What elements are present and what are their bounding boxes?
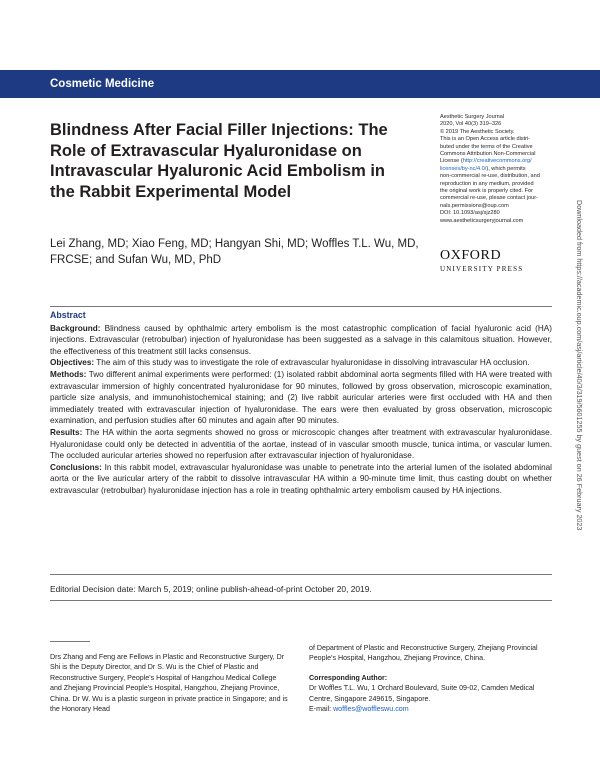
download-note: Downloaded from https://academic.oup.com/asj/article/40/3/319/5601255 by guest on 26 February 2023 xyxy=(575,200,584,531)
author-line: FRCSE; and Sufan Wu, MD, PhD xyxy=(50,254,222,266)
abstract-conclusions: Conclusions: In this rabbit model, extravascular hyaluronidase was unable to penetrate into the arterial lumen of the isolated abdominal aorta or the live auricular artery of the rabbit to dissolve intravascular HA within a 90-minute time limit, thus casting doubt on whether extravascular (retrobulbar) hyaluronidase injection has a role in treating ophthalmic artery embolism caused by HA injections. xyxy=(50,462,552,495)
license-line: non-commercial re-use, distribution, and xyxy=(440,173,540,180)
publisher-sub: UNIVERSITY PRESS xyxy=(440,265,524,273)
author-list xyxy=(50,236,430,268)
editorial-rule xyxy=(50,600,552,601)
affiliations-cont: of Department of Plastic and Reconstructive Surgery, Zhejiang Provincial People's Hospital, Hangzhou, Zhejiang Province, China. Corresponding Author: Dr Woffles T.L. Wu, 1 Orchard Boulevard, Suite 09-02, Camden Medical Centre, Singapore 249615, Singapore. E-mail: woffles@woffleswu.com xyxy=(309,643,559,714)
license-line: This is an Open Access article distri- xyxy=(440,136,531,143)
publisher-logo: OXFORD xyxy=(440,248,502,263)
copyright: © 2019 The Aesthetic Society. xyxy=(440,128,515,135)
footnote-rule xyxy=(50,641,90,642)
journal-website: www.aestheticsurgeryjournal.com xyxy=(440,217,524,224)
abstract-objectives: Objectives: The aim of this study was to investigate the role of extravascular hyaluronidase in dissolving intravascular HA occlusion. xyxy=(50,358,530,368)
abstract xyxy=(50,310,552,497)
article-title: Blindness After Facial Filler Injections: The Role of Extravascular Hyaluronidase on Intravascular Hyaluronic Acid Embolism in the Rabbit Experimental Model xyxy=(50,121,388,201)
license-link-cont[interactable]: licenses/by-nc/4.0/ xyxy=(440,165,487,172)
abstract-results: Results: The HA within the aorta segments showed no gross or microscopic changes after treatment with extravascular hyaluronidase. Hyaluronidase could only be detected in adventitia of the aortae, instead of in vascular smooth muscle, tunica intima, or vascular lumen. The occluded auricular arteries showed no reperfusion after extravascular injection of hyaluronidase. xyxy=(50,427,552,461)
editorial-date: Editorial Decision date: March 5, 2019; online publish-ahead-of-print October 20, 2019. xyxy=(50,584,372,594)
corresponding-author: Dr Woffles T.L. Wu, 1 Orchard Boulevard, Suite 09-02, Camden Medical Centre, Singapore 249615, Singapore. xyxy=(309,684,535,703)
license-link[interactable]: http://creativecommons.org/ xyxy=(462,158,532,165)
journal-name: Aesthetic Surgery Journal xyxy=(440,114,505,120)
abstract-methods: Methods: Two different animal experiments were performed: (1) isolated rabbit abdominal aorta segments filled with HA were treated with extravascular immersion of highly concentrated hyaluronidase for 90 minutes, followed by gross observation, microscopic examination, particle size analysis, and immunohistochemical staining; and (2) live rabbit auricular arteries were first occluded with HA and then immediately treated with extravascular injection of hyaluronidase. The ears were then evaluated by gross observation, microscopic examination, and perfusion studies after 60 minutes and again after 90 minutes. xyxy=(50,369,552,426)
journal-meta xyxy=(440,114,565,225)
journal-volume: 2020, Vol 40(3) 319–326 xyxy=(440,121,502,128)
corresponding-label: Corresponding Author: xyxy=(309,673,388,682)
abstract-bottom-rule xyxy=(50,574,552,575)
abstract-top-rule xyxy=(50,306,552,307)
section-label: Cosmetic Medicine xyxy=(50,78,155,90)
license-line: License (http://creativecommons.org/ xyxy=(440,158,532,165)
abstract-heading: Abstract xyxy=(50,310,86,320)
author-line: Lei Zhang, MD; Xiao Feng, MD; Hangyan Shi, MD; Woffles T.L. Wu, MD, xyxy=(50,238,419,250)
license-line: commercial re-use, please contact jour- xyxy=(440,195,538,202)
license-line: buted under the terms of the Creative xyxy=(440,143,533,150)
license-line: reproduction in any medium, provided xyxy=(440,180,534,187)
email-link[interactable]: woffles@woffleswu.com xyxy=(333,705,409,714)
affiliations: Drs Zhang and Feng are Fellows in Plastic and Reconstructive Surgery, Dr Shi is the Deputy Director, and Dr S. Wu is the Chief of Plastic and Reconstructive Surgery, People's Hospital of Hangzhou Medical College and Zhejiang Provincial People's Hospital, Hangzhou, Zhejiang Province, China. Dr W. Wu is a plastic surgeon in private practice in Singapore; and is the Honorary Head xyxy=(50,653,288,714)
email-line: E-mail: woffles@woffleswu.com xyxy=(309,705,409,714)
license-line: nals.permissions@oup.com xyxy=(440,202,509,209)
doi: DOI: 10.1093/asj/sjz280 xyxy=(440,210,500,217)
license-line: Commons Attribution Non-Commercial xyxy=(440,151,536,158)
license-line: licenses/by-nc/4.0/), which permits xyxy=(440,165,526,172)
section-band xyxy=(0,70,600,98)
abstract-background: Background: Blindness caused by ophthalmic artery embolism is the most catastrophic complication of facial hyaluronic acid (HA) injections. Extravascular (retrobulbar) injection of hyaluronidase has been suggested as a salvage in this calamitous situation. However, the effectiveness of this treatment still lacks consensus. xyxy=(50,323,552,356)
license-line: the original work is properly cited. For xyxy=(440,188,533,195)
